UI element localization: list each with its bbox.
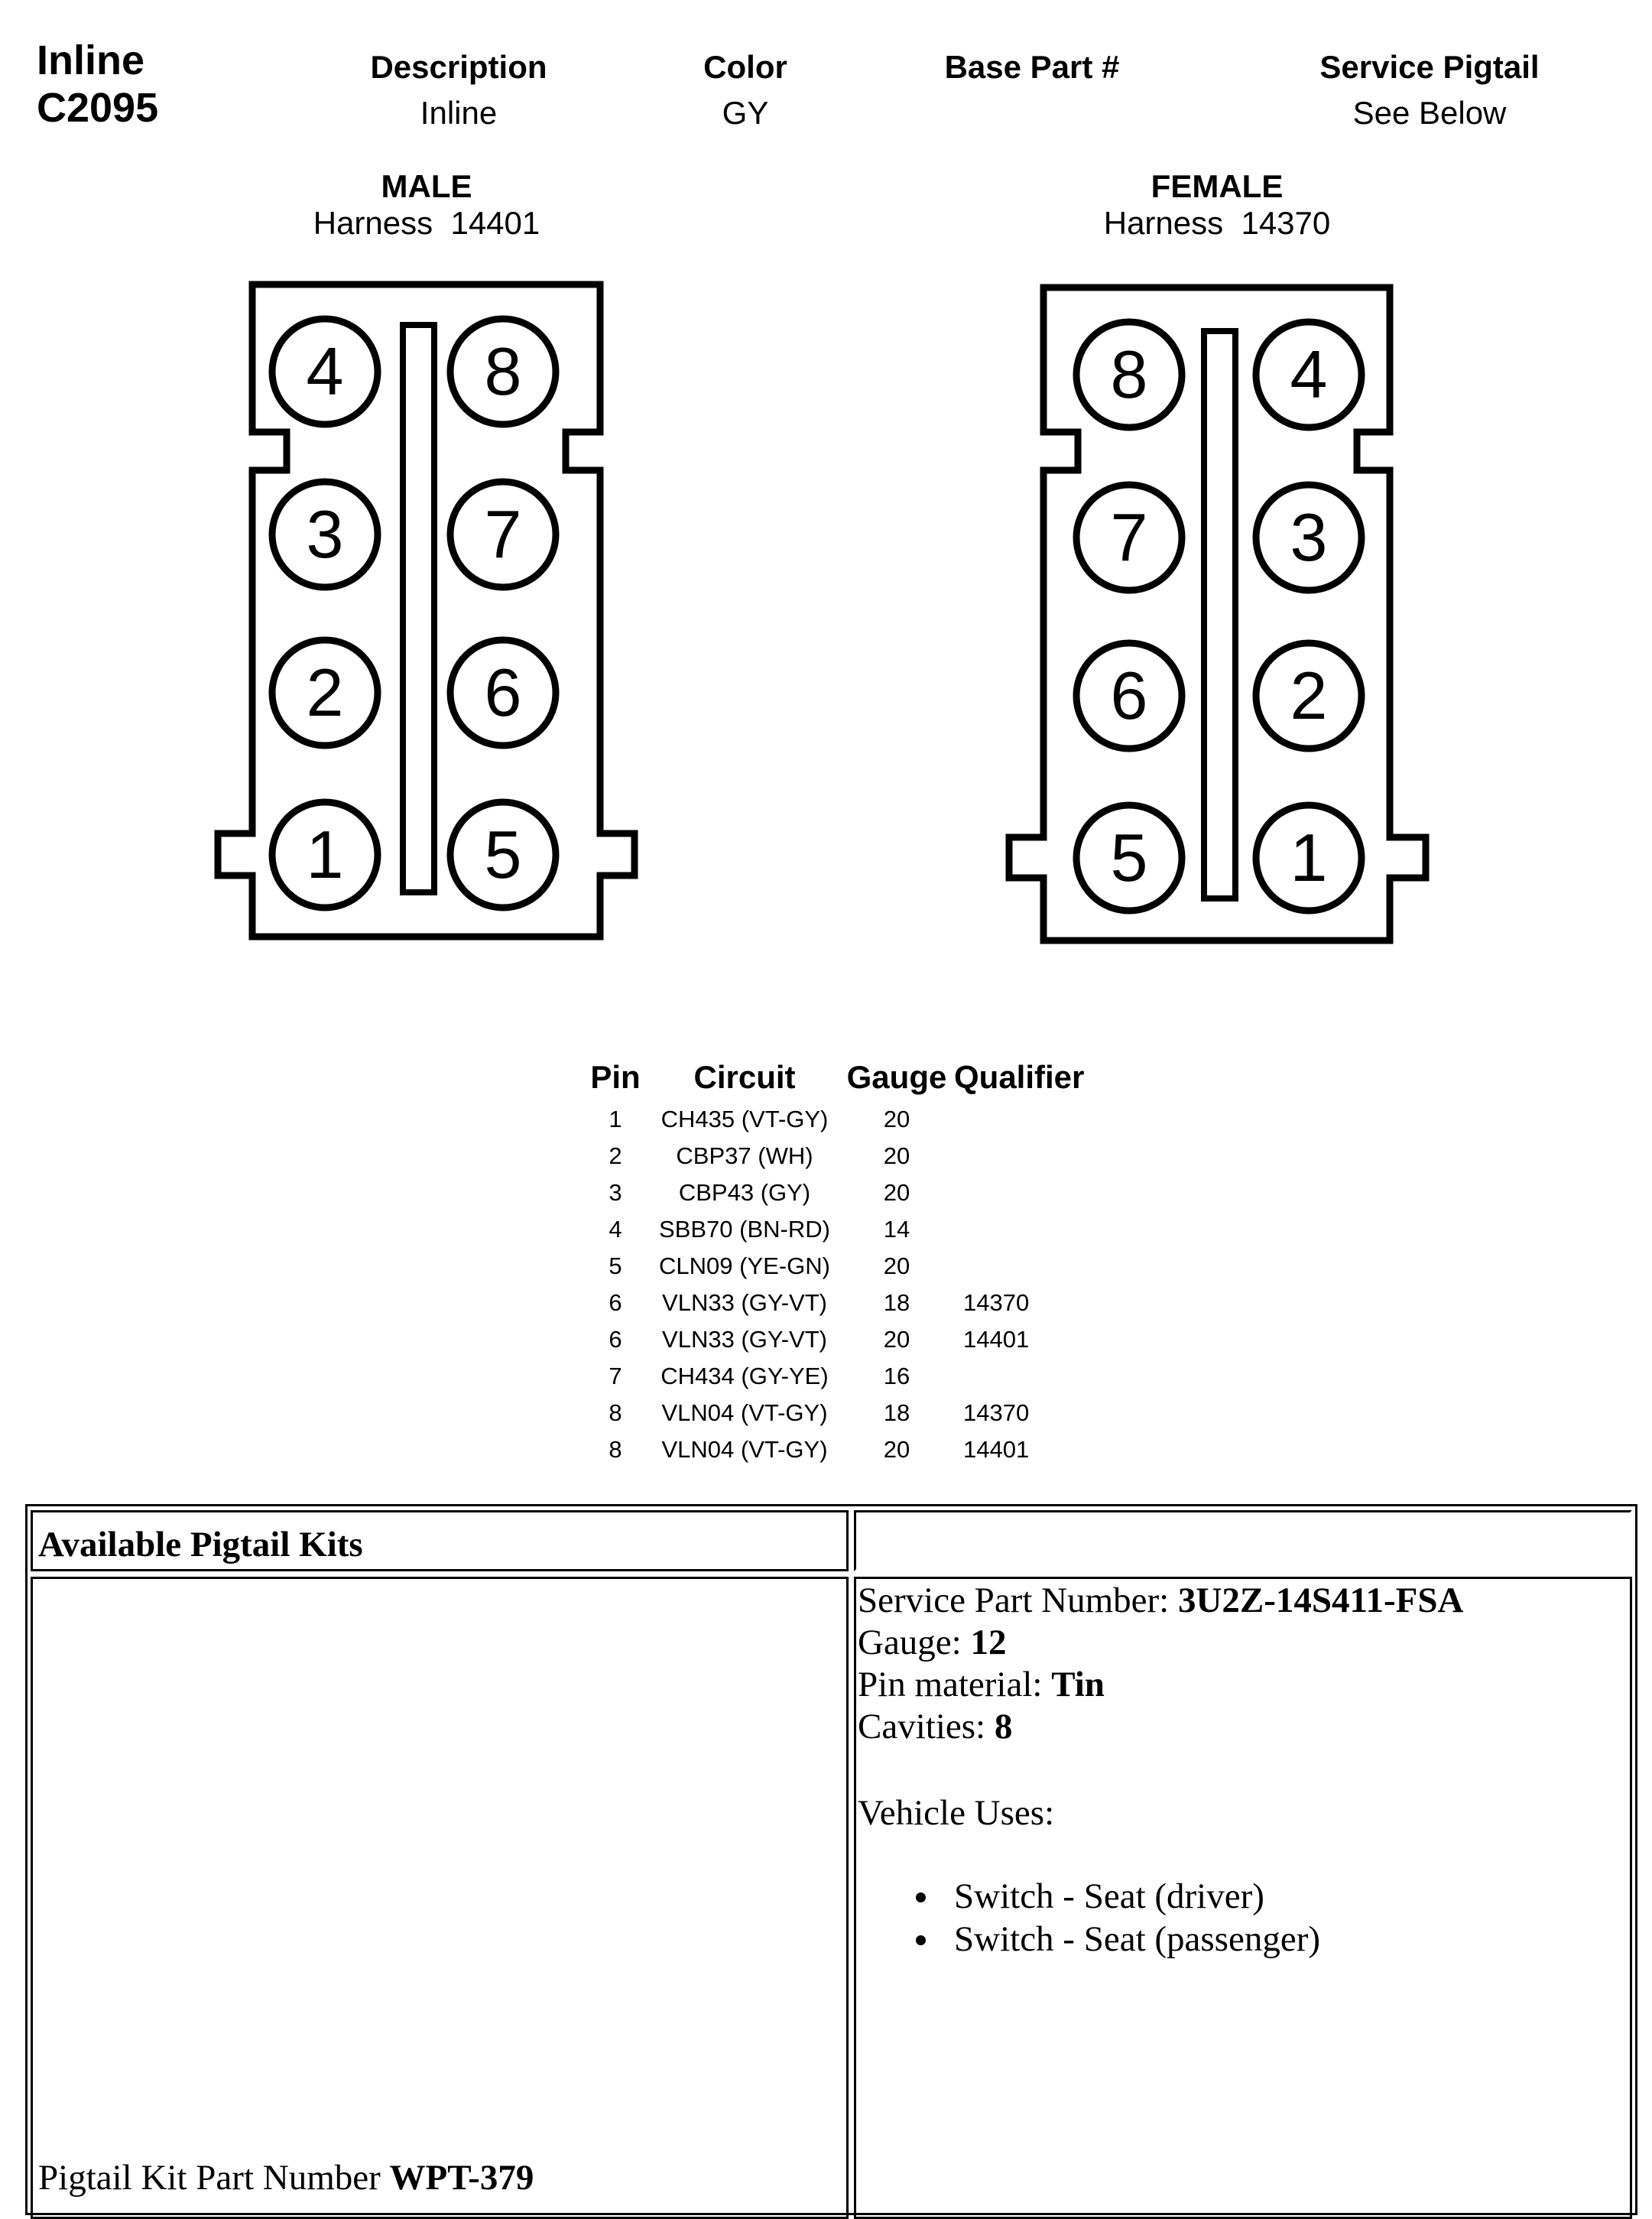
female-harness: Harness 14370 [1103,205,1331,241]
pigtail-details [858,1580,1463,1748]
female-center-divider [1204,331,1235,898]
qualifier-cell [954,1358,1093,1395]
male-pin-number: 1 [306,817,344,892]
circuit-cell: VLN04 (VT-GY) [661,1399,828,1426]
service-part-label: Service Part Number: [858,1581,1178,1620]
male-pin-number: 4 [306,333,344,409]
color-label: Color [703,49,787,85]
male-center-divider [403,325,434,892]
cavities-value: 8 [994,1707,1013,1746]
circuit-header: Circuit [693,1059,796,1095]
circuit-cell: CH435 (VT-GY) [660,1106,829,1132]
male-pin-number: 2 [306,655,344,730]
pin-cell: 3 [609,1179,622,1206]
gauge-cell: 20 [883,1106,910,1132]
female-pin-number: 4 [1290,336,1328,412]
pigtail-blank-cell [854,1510,1632,1571]
cavities-line [858,1706,1463,1748]
pigtail-kit-part-number [38,2156,534,2199]
gauge-label: Gauge: [858,1623,971,1662]
service-part-line [858,1580,1463,1622]
gauge-cell: 20 [883,1252,910,1279]
pin-cell: 8 [609,1436,622,1463]
gauge-cell: 14 [883,1216,910,1243]
table-row [581,1248,1093,1285]
qualifier-cell [954,1211,1093,1248]
vehicle-use-text: Switch - Seat (driver) [954,1876,1264,1916]
vehicle-use-item [902,1875,1320,1918]
base-part-label: Base Part # [944,49,1120,85]
bullet-icon [916,1935,926,1945]
pin-cell: 6 [609,1289,622,1316]
bullet-icon [916,1892,926,1902]
table-row [581,1431,1093,1468]
gauge-value: 12 [970,1623,1007,1662]
male-pin-number: 6 [484,655,522,730]
description-value: Inline [420,95,498,131]
pin-material-value: Tin [1051,1665,1105,1704]
male-pin-number: 3 [306,496,344,572]
vehicle-uses-label: Vehicle Uses: [858,1793,1055,1833]
pin-cell: 6 [609,1326,622,1353]
qualifier-cell: 14370 [963,1399,1030,1426]
female-pin-number: 3 [1290,499,1328,575]
pin-header: Pin [590,1059,641,1095]
qualifier-cell: 14401 [963,1436,1030,1463]
connector-diagrams [0,0,1652,994]
pin-table-body [581,1101,1093,1468]
table-row [581,1285,1093,1321]
kit-part-value: WPT-379 [389,2158,534,2198]
circuit-cell: CLN09 (YE-GN) [659,1252,830,1279]
circuit-cell: CBP43 (GY) [678,1179,811,1206]
qualifier-header: Qualifier [954,1059,1085,1095]
female-title: FEMALE [1151,168,1284,204]
female-pin-number: 2 [1290,658,1328,733]
gauge-line [858,1622,1463,1664]
description-label: Description [370,49,547,85]
female-pin-number: 1 [1290,820,1328,895]
circuit-cell: VLN33 (GY-VT) [662,1326,827,1353]
service-pigtail-label: Service Pigtail [1319,49,1540,85]
gauge-cell: 20 [883,1326,910,1353]
service-part-value: 3U2Z-14S411-FSA [1177,1581,1464,1620]
vehicle-use-text: Switch - Seat (passenger) [954,1919,1320,1959]
table-row [581,1174,1093,1211]
male-pin-number: 7 [484,496,522,572]
service-pigtail-value: See Below [1352,95,1507,131]
vehicle-uses-list [902,1875,1320,1961]
female-pin-number: 6 [1110,658,1148,733]
female-pin-number: 7 [1110,499,1148,575]
female-pin-number: 8 [1110,336,1148,412]
connector-id: C2095 [37,85,159,131]
gauge-cell: 18 [883,1289,910,1316]
color-value: GY [722,95,769,131]
table-row [581,1138,1093,1174]
gauge-cell: 20 [883,1142,910,1169]
female-pin-number: 5 [1110,820,1148,895]
male-title: MALE [381,168,472,204]
gauge-cell: 20 [883,1179,910,1206]
circuit-cell: SBB70 (BN-RD) [659,1216,830,1243]
qualifier-cell [954,1101,1093,1138]
table-row [581,1395,1093,1431]
pin-table [581,1054,1093,1468]
circuit-cell: CBP37 (WH) [676,1142,813,1169]
circuit-cell: CH434 (GY-YE) [660,1363,829,1389]
connector-type: Inline [37,37,145,83]
pin-material-line [858,1664,1463,1706]
circuit-cell: VLN33 (GY-VT) [662,1289,827,1316]
pin-cell: 4 [609,1216,622,1243]
circuit-cell: VLN04 (VT-GY) [661,1436,828,1463]
table-row [581,1211,1093,1248]
pin-cell: 1 [609,1106,622,1132]
male-pin-number: 8 [484,333,522,409]
male-connector-outline [218,284,635,937]
gauge-cell: 18 [883,1399,910,1426]
cavities-label: Cavities: [858,1707,995,1746]
gauge-cell: 20 [883,1436,910,1463]
pin-material-label: Pin material: [858,1665,1052,1704]
table-row [581,1101,1093,1138]
male-pin-number: 5 [484,817,522,892]
male-harness: Harness 14401 [313,205,540,241]
pin-cell: 7 [609,1363,622,1389]
qualifier-cell [954,1248,1093,1285]
vehicle-use-item [902,1918,1320,1961]
pin-cell: 2 [609,1142,622,1169]
gauge-cell: 16 [883,1363,910,1389]
pin-table-header [581,1054,1093,1101]
qualifier-cell: 14370 [963,1289,1030,1316]
gauge-header: Gauge [846,1059,947,1095]
qualifier-cell [954,1174,1093,1211]
qualifier-cell: 14401 [963,1326,1030,1353]
kit-part-label: Pigtail Kit Part Number [38,2158,390,2198]
pigtail-kits-heading: Available Pigtail Kits [38,1525,363,1564]
pin-cell: 8 [609,1399,622,1426]
table-row [581,1321,1093,1358]
table-row [581,1358,1093,1395]
pin-cell: 5 [609,1252,622,1279]
qualifier-cell [954,1138,1093,1174]
pigtail-image-cell [31,1577,849,2219]
